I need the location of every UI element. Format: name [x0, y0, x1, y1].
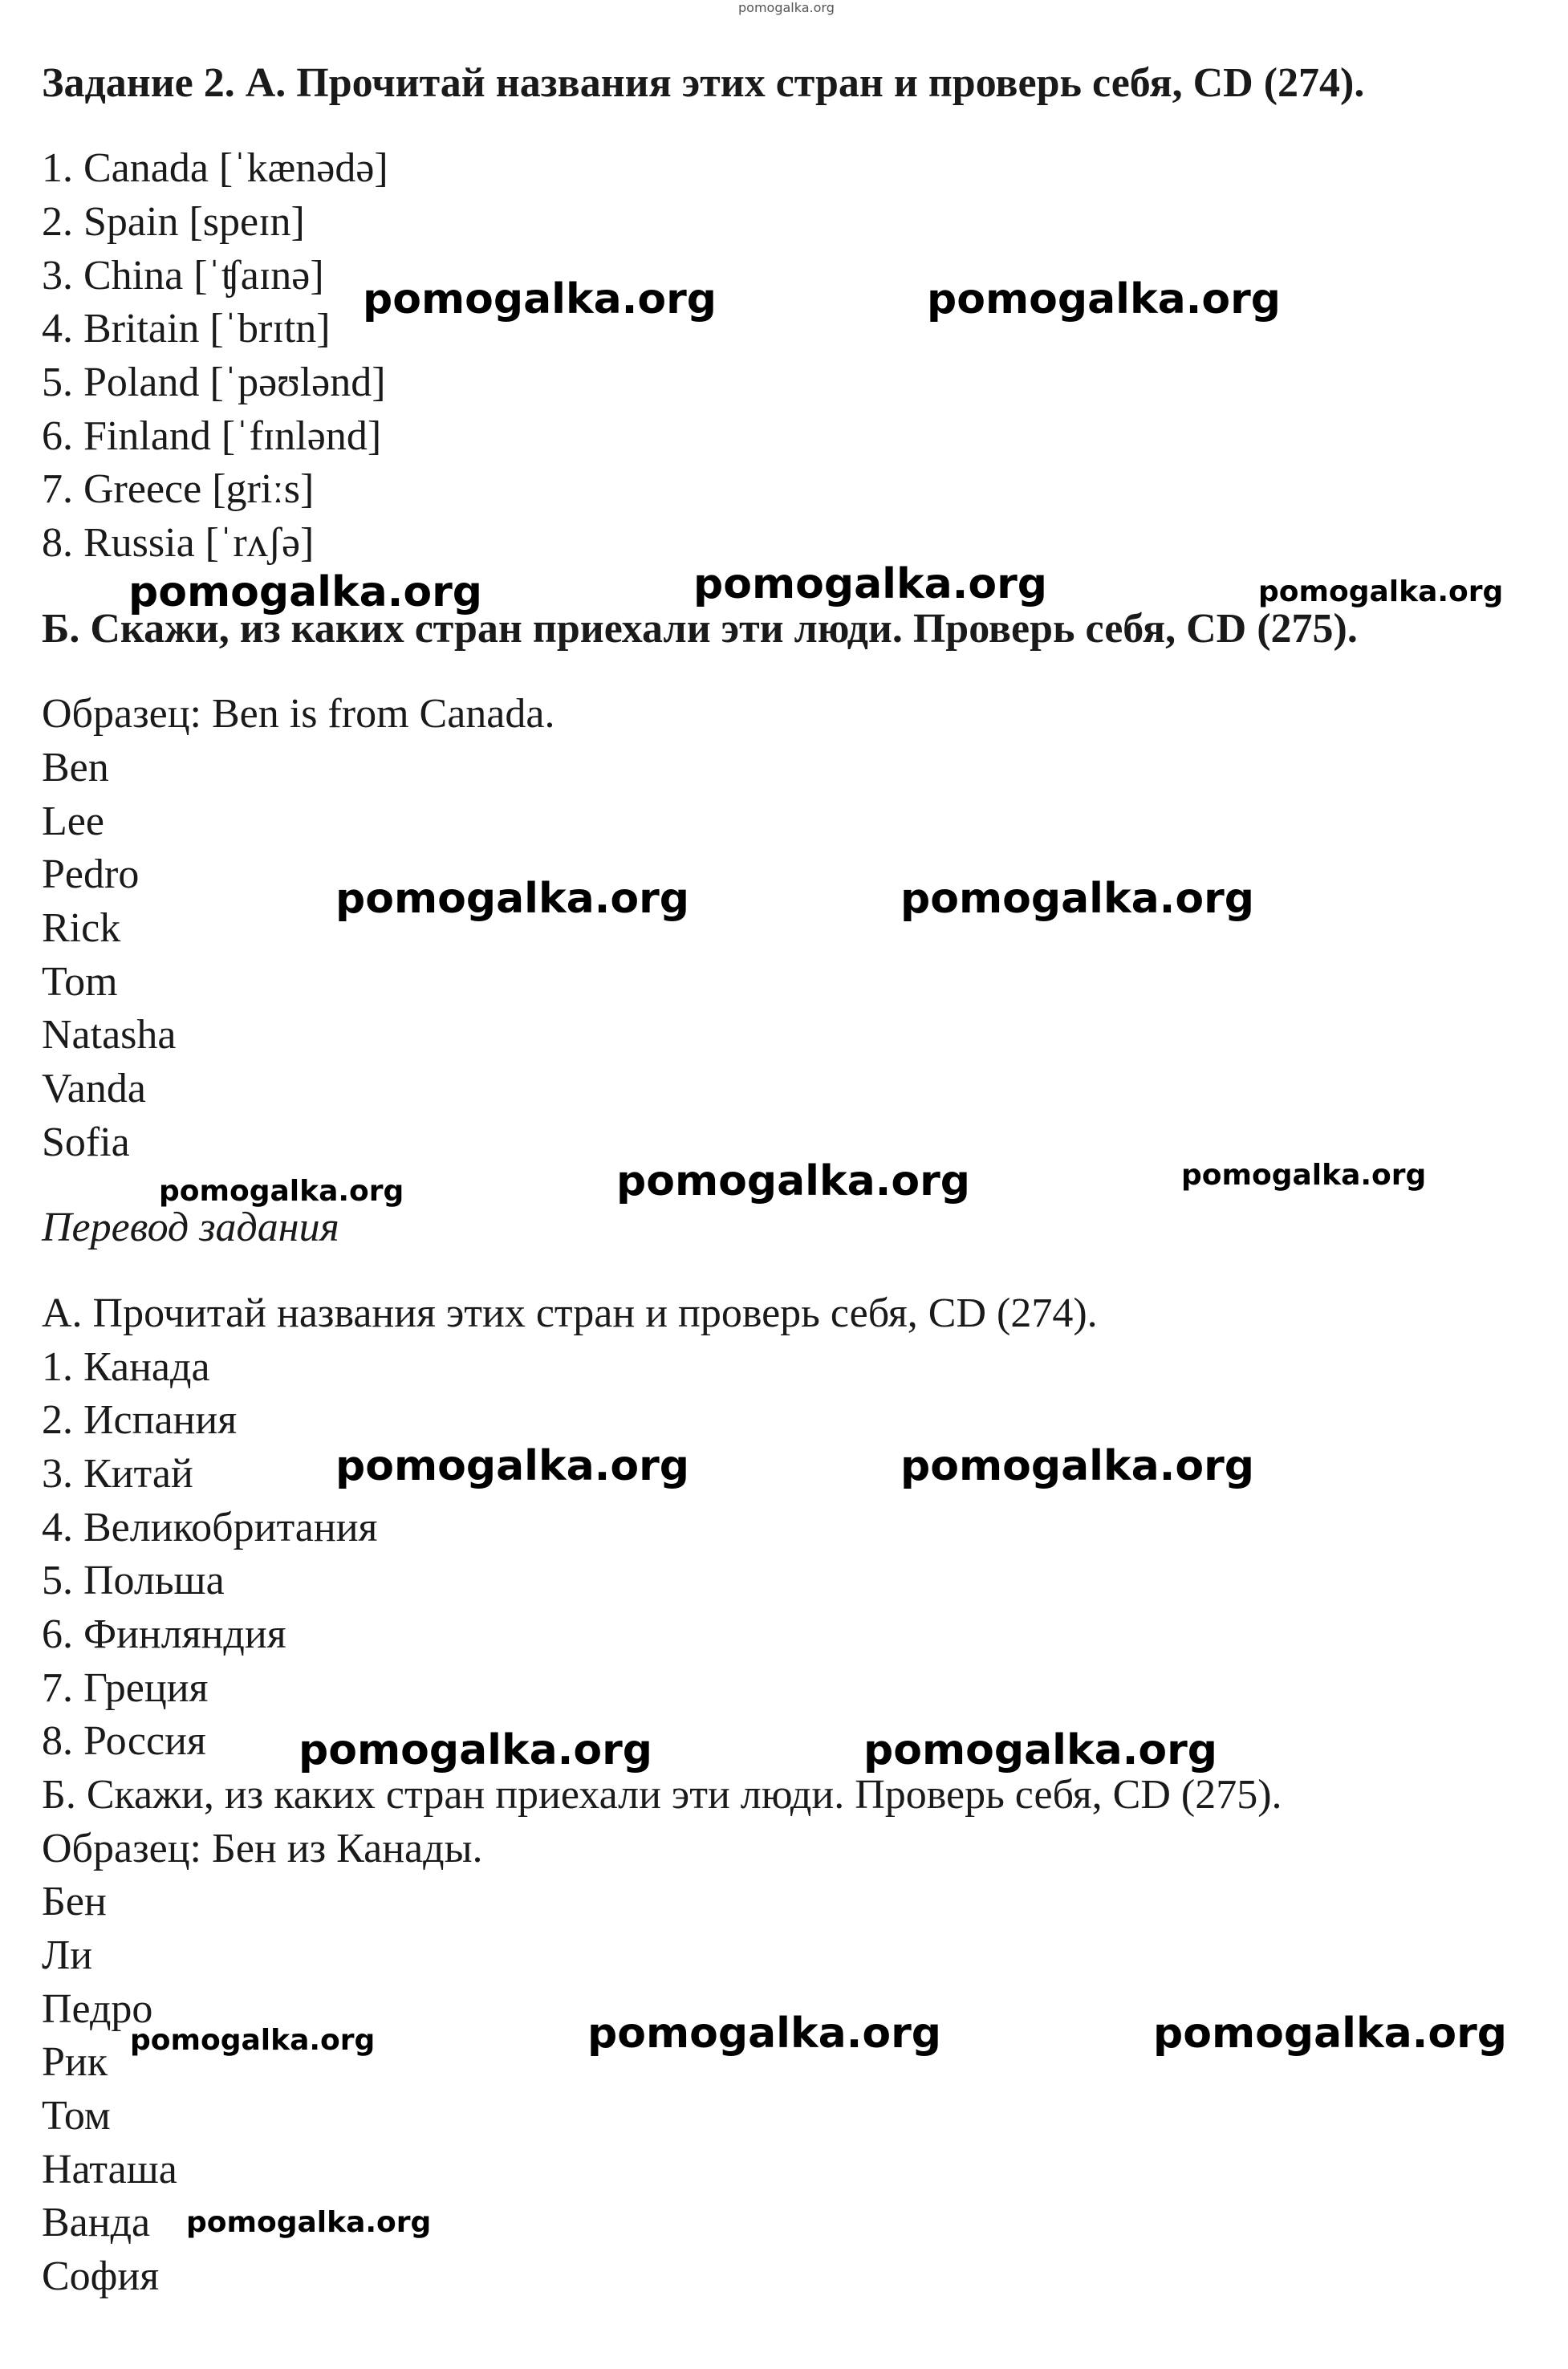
watermark: pomogalka.org — [587, 2009, 942, 2058]
heading-task-b: Б. Скажи, из каких стран приехали эти люди. Проверь себя, CD (275). — [42, 606, 1358, 652]
country-item: 8. Russia [ˈrʌʃə] — [42, 520, 315, 566]
name-item: Rick — [42, 905, 121, 951]
name-ru-item: Наташа — [42, 2147, 177, 2192]
country-item: 5. Poland [ˈpəʊlənd] — [42, 360, 386, 405]
name-ru-item: Бен — [42, 1879, 107, 1924]
watermark: pomogalka.org — [335, 1442, 690, 1490]
country-ru-item: 7. Греция — [42, 1665, 209, 1711]
watermark: pomogalka.org — [1258, 575, 1504, 608]
name-ru-item: Том — [42, 2093, 111, 2139]
name-item: Pedro — [42, 851, 140, 897]
country-item: 7. Greece [griːs] — [42, 466, 315, 512]
heading-task-a: Задание 2. А. Прочитай названия этих стран и проверь себя, CD (274). — [42, 60, 1365, 106]
name-item: Natasha — [42, 1012, 177, 1058]
translation-task-a: А. Прочитай названия этих стран и проверь себя, CD (274). — [42, 1290, 1098, 1336]
name-ru-item: Рик — [42, 2039, 108, 2085]
name-ru-item: София — [42, 2253, 160, 2299]
country-item: 2. Spain [speɪn] — [42, 199, 305, 245]
watermark: pomogalka.org — [1181, 1159, 1427, 1192]
name-item: Lee — [42, 798, 104, 844]
country-ru-item: 8. Россия — [42, 1718, 206, 1764]
sample-sentence: Образец: Ben is from Canada. — [42, 691, 555, 737]
country-item: 4. Britain [ˈbrɪtn] — [42, 306, 331, 351]
name-ru-item: Ли — [42, 1932, 93, 1978]
watermark: pomogalka.org — [159, 1175, 404, 1208]
watermark: pomogalka.org — [900, 1442, 1255, 1490]
name-item: Ben — [42, 745, 109, 790]
country-ru-item: 1. Канада — [42, 1344, 210, 1390]
translation-task-b: Б. Скажи, из каких стран приехали эти люди. Проверь себя, CD (275). — [42, 1772, 1282, 1818]
watermark: pomogalka.org — [186, 2206, 432, 2239]
watermark: pomogalka.org — [927, 275, 1282, 323]
watermark: pomogalka.org — [693, 560, 1048, 608]
country-ru-item: 2. Испания — [42, 1397, 238, 1443]
country-ru-item: 3. Китай — [42, 1451, 193, 1497]
watermark: pomogalka.org — [130, 2024, 376, 2057]
name-item: Vanda — [42, 1066, 146, 1111]
watermark: pomogalka.org — [616, 1157, 971, 1205]
watermark: pomogalka.org — [335, 875, 690, 923]
country-ru-item: 4. Великобритания — [42, 1505, 378, 1550]
name-ru-item: Педро — [42, 1986, 153, 2032]
country-ru-item: 6. Финляндия — [42, 1611, 286, 1657]
watermark: pomogalka.org — [128, 568, 483, 616]
country-ru-item: 5. Польша — [42, 1558, 225, 1603]
country-item: 1. Canada [ˈkænədə] — [42, 145, 388, 191]
top-watermark: pomogalka.org — [738, 0, 835, 15]
watermark: pomogalka.org — [1153, 2009, 1508, 2058]
country-item: 6. Finland [ˈfɪnlənd] — [42, 413, 382, 459]
name-item: Sofia — [42, 1119, 130, 1165]
country-item: 3. China [ˈʧaɪnə] — [42, 253, 324, 299]
watermark: pomogalka.org — [863, 1726, 1218, 1774]
sample-sentence-ru: Образец: Бен из Канады. — [42, 1826, 483, 1871]
watermark: pomogalka.org — [363, 275, 717, 323]
watermark: pomogalka.org — [900, 875, 1255, 923]
name-ru-item: Ванда — [42, 2200, 151, 2245]
name-item: Tom — [42, 959, 118, 1005]
translation-title: Перевод задания — [42, 1205, 339, 1250]
watermark: pomogalka.org — [299, 1726, 653, 1774]
